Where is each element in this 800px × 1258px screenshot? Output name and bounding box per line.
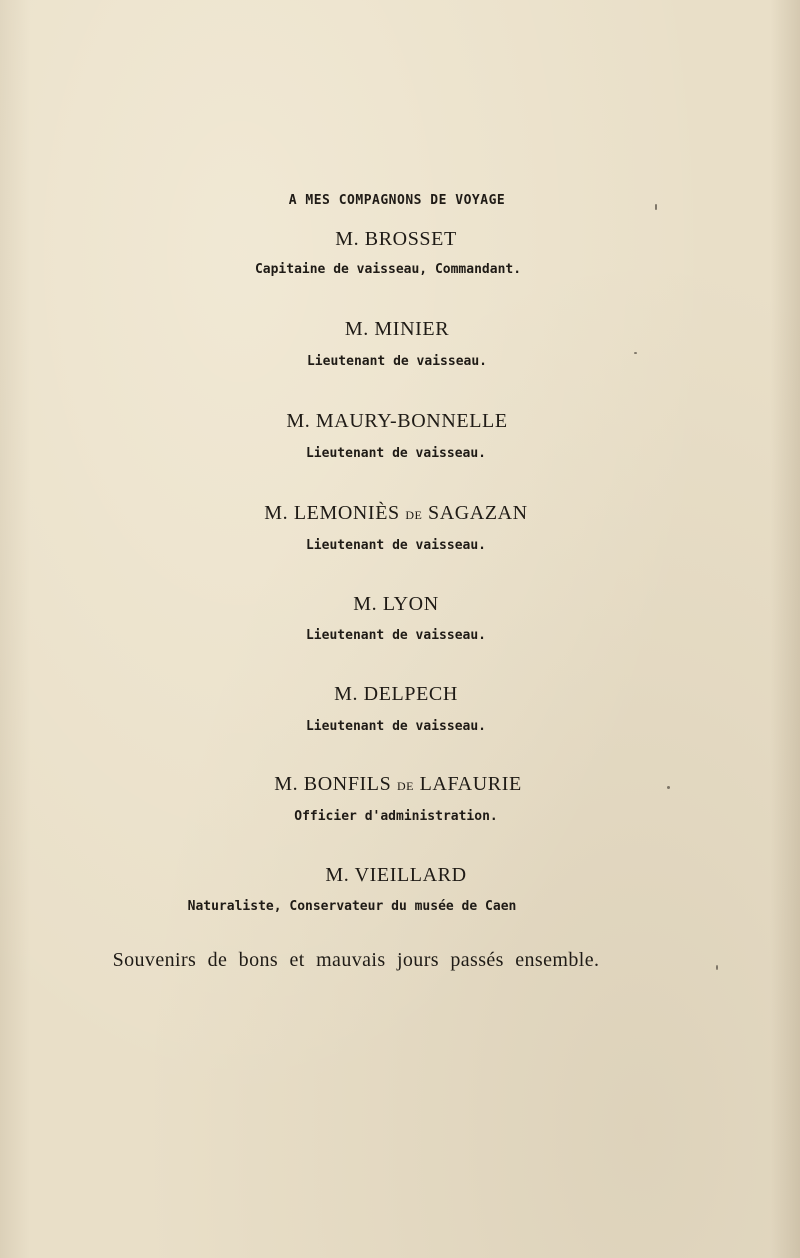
name-main: M. LEMONIÈS: [264, 502, 400, 524]
entry-name: [0, 502, 796, 525]
entry-name: M. DELPECH: [334, 683, 458, 705]
entry-name: [0, 773, 798, 796]
name-main: M. BONFILS: [274, 773, 392, 795]
entry-name: M. LYON: [353, 593, 439, 615]
entry-title: Capitaine de vaisseau, Commandant.: [254, 262, 522, 277]
entry-name: M. MAURY-BONNELLE: [286, 410, 508, 432]
ink-speck: [716, 965, 718, 970]
entry-name: M. VIEILLARD: [325, 864, 467, 886]
name-particle: DE: [396, 779, 414, 793]
entry-title: Lieutenant de vaisseau.: [305, 719, 486, 734]
ink-speck: [667, 786, 670, 789]
ink-speck: [655, 204, 657, 210]
dedication-heading: A MES COMPAGNONS DE VOYAGE: [288, 193, 506, 208]
entry-title: Lieutenant de vaisseau.: [305, 446, 486, 461]
entry-title: Naturaliste, Conservateur du musée de Caen: [187, 899, 517, 914]
name-surname: LAFAURIE: [419, 773, 522, 795]
entry-title: Officier d'administration.: [294, 809, 498, 824]
entry-title: Lieutenant de vaisseau.: [305, 628, 486, 643]
entry-title: Lieutenant de vaisseau.: [306, 354, 487, 369]
closing-line: Souvenirs de bons et mauvais jours passés ensemble.: [112, 949, 600, 971]
entry-name: M. MINIER: [344, 318, 450, 340]
entry-title: Lieutenant de vaisseau.: [305, 538, 486, 553]
ink-speck: [634, 352, 637, 354]
name-particle: DE: [405, 508, 423, 522]
name-surname: SAGAZAN: [427, 502, 528, 524]
entry-name: M. BROSSET: [335, 228, 457, 250]
